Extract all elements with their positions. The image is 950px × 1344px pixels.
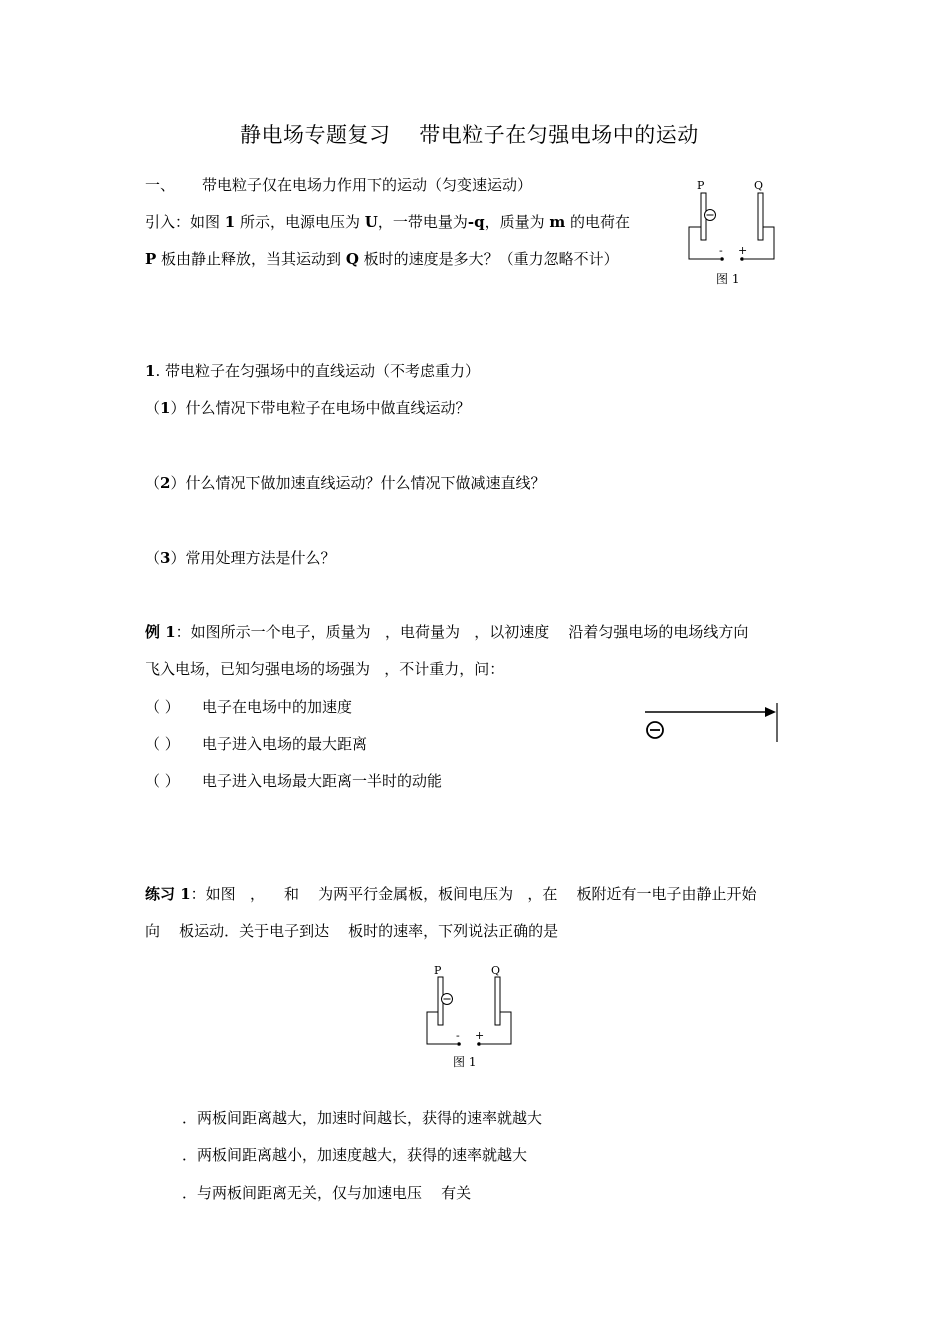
plate-q [495, 977, 500, 1025]
page-title: 静电场专题复习 带电粒子在匀强电场中的运动 [240, 123, 699, 147]
electron-icon [647, 722, 663, 738]
example-item: 电子进入电场最大距离一半时的动能 [202, 772, 443, 790]
plate-p-label: P [434, 964, 442, 977]
question-3: （3）常用处理方法是什么？ [145, 549, 336, 567]
terminal-negative [457, 1042, 461, 1046]
section-heading: 带电粒子仅在电场力作用下的运动（匀变速运动） [202, 176, 533, 194]
plate-p-label: P [697, 179, 705, 192]
example-item: 电子进入电场的最大距离 [202, 735, 368, 753]
figure-caption: 图 1 [716, 272, 740, 286]
electron-icon [705, 210, 716, 221]
electron-field-figure [640, 700, 785, 750]
intro-line-2: P 板由静止释放，当其运动到 Q 板时的速度是多大？（重力忽略不计） [145, 250, 619, 268]
example-1-line-2: 飞入电场，已知匀强电场的场强为 ，不计重力，问： [145, 660, 505, 678]
plus-sign: + [738, 244, 748, 257]
exercise-1-line-2: 向 板运动．关于电子到达 板时的速率，下列说法正确的是 [145, 922, 559, 940]
option-c: ．与两板间距离无关，仅与加速电压 有关 [182, 1184, 472, 1202]
wire-right [744, 227, 774, 259]
question-2: （2）什么情况下做加速直线运动？什么情况下做减速直线？ [145, 474, 546, 492]
terminal-positive [740, 257, 744, 261]
plate-q [758, 193, 763, 240]
section-number: 一、 [145, 176, 176, 194]
capacitor-figure-2 [422, 960, 522, 1075]
plate-q-label: Q [491, 964, 501, 977]
capacitor-figure-1 [683, 175, 783, 290]
minus-sign: - [719, 244, 723, 257]
question-1: （1）什么情况下带电粒子在电场中做直线运动？ [145, 399, 471, 417]
plate-q-label: Q [754, 179, 764, 192]
example-1-line-1: 例 1：如图所示一个电子，质量为 ，电荷量为 ，以初速度 沿着匀强电场的电场线方向 [145, 623, 749, 641]
wire-left [689, 227, 720, 259]
wire-right [481, 1012, 511, 1044]
minus-sign: - [456, 1029, 460, 1042]
example-item-paren: （ ） [145, 698, 180, 716]
subsection-heading: 1. 带电粒子在匀强场中的直线运动（不考虑重力） [145, 362, 480, 380]
example-item: 电子在电场中的加速度 [202, 698, 353, 716]
intro-line-1: 引入：如图 1 所示，电源电压为 U，一带电量为-q，质量为 m 的电荷在 [145, 213, 631, 231]
option-b: ．两板间距离越小，加速度越大，获得的速率就越大 [182, 1146, 528, 1164]
electron-icon [442, 994, 453, 1005]
exercise-1-line-1: 练习 1：如图 ， 和 为两平行金属板，板间电压为 ，在 板附近有一电子由静止开始 [145, 885, 757, 903]
figure-caption: 图 1 [453, 1055, 477, 1069]
option-a: ．两板间距离越大，加速时间越长，获得的速率就越大 [182, 1109, 543, 1127]
terminal-negative [720, 257, 724, 261]
arrow-head-icon [765, 707, 776, 717]
wire-left [427, 1012, 457, 1044]
example-item-paren: （ ） [145, 735, 180, 753]
terminal-positive [477, 1042, 481, 1046]
plus-sign: + [475, 1029, 485, 1042]
example-item-paren: （ ） [145, 772, 180, 790]
